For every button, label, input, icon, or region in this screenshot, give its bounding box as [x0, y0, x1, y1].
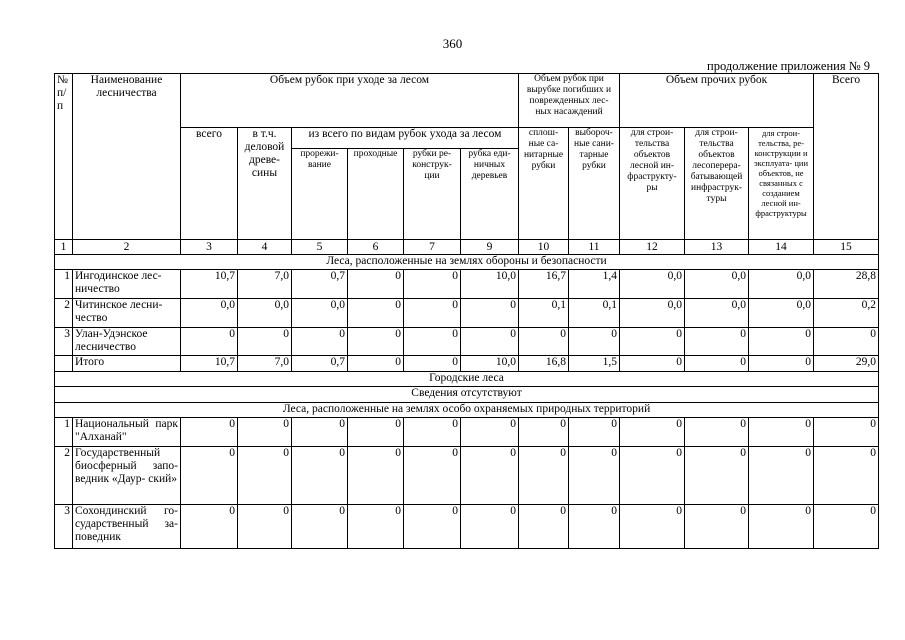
value-cell: 28,8 [814, 270, 879, 299]
value-cell: 0 [292, 328, 348, 356]
value-cell: 16,7 [519, 270, 569, 299]
value-cell: 0 [519, 505, 569, 549]
header-dead-volume: Объем рубок при вырубке погибших и поврежденных лес- ных насаждений [519, 74, 620, 128]
value-cell: 0 [404, 505, 461, 549]
table-row [55, 447, 879, 505]
column-number: 7 [404, 240, 461, 255]
table-row [55, 328, 879, 356]
forestry-name: Итого [73, 356, 181, 372]
value-cell: 0 [404, 299, 461, 328]
value-cell: 10,7 [181, 270, 238, 299]
header-thinning: прорежи- вание [292, 149, 348, 240]
value-cell: 0 [404, 418, 461, 447]
value-cell: 0 [749, 328, 814, 356]
forestry-name: Государственный биосферный запо- ведник «Даур- ский» [73, 447, 181, 505]
value-cell: 0 [685, 447, 749, 505]
column-number: 2 [73, 240, 181, 255]
page-number: 360 [442, 36, 463, 51]
value-cell: 0 [569, 447, 620, 505]
forestry-name: Читинское лесни- чество [73, 299, 181, 328]
value-cell: 0 [814, 505, 879, 549]
table-row [55, 299, 879, 328]
value-cell: 0,0 [749, 270, 814, 299]
forestry-name: Сохондинский го- сударственный за- поведник [73, 505, 181, 549]
header-clear-sanitary: сплош- ные са- нитарные рубки [519, 128, 569, 240]
value-cell: 0,1 [519, 299, 569, 328]
table-row [55, 270, 879, 299]
header-care-volume: Объем рубок при уходе за лесом [181, 74, 519, 128]
value-cell: 0 [569, 505, 620, 549]
value-cell: 0 [238, 505, 292, 549]
value-cell: 0,0 [292, 299, 348, 328]
value-cell: 0 [238, 328, 292, 356]
header-commercial: в т.ч. деловой древе- сины [238, 128, 292, 240]
value-cell: 29,0 [814, 356, 879, 372]
value-cell: 0 [404, 270, 461, 299]
value-cell: 0,2 [814, 299, 879, 328]
value-cell: 0 [685, 328, 749, 356]
column-number: 10 [519, 240, 569, 255]
header-all: всего [181, 128, 238, 240]
row-number: 2 [55, 299, 73, 328]
value-cell: 0 [814, 418, 879, 447]
section-defense: Леса, расположенные на землях обороны и безопасности [55, 255, 879, 270]
value-cell: 0,0 [620, 299, 685, 328]
row-number: 3 [55, 505, 73, 549]
value-cell: 10,0 [461, 270, 519, 299]
value-cell: 0 [348, 418, 404, 447]
value-cell: 0,1 [569, 299, 620, 328]
value-cell: 0 [749, 447, 814, 505]
value-cell: 0,7 [292, 356, 348, 372]
value-cell: 0 [404, 447, 461, 505]
value-cell: 0 [238, 447, 292, 505]
value-cell: 0 [620, 328, 685, 356]
value-cell: 0,0 [238, 299, 292, 328]
header-name: Наименование лесничества [73, 74, 181, 240]
header-no: № п/ п [55, 74, 73, 240]
value-cell: 0 [461, 505, 519, 549]
value-cell: 0,0 [181, 299, 238, 328]
table-row [55, 418, 879, 447]
row-number: 2 [55, 447, 73, 505]
value-cell: 0 [620, 505, 685, 549]
header-reconstruction: рубки ре- конструк- ции [404, 149, 461, 240]
value-cell: 0,0 [685, 270, 749, 299]
value-cell: 0 [814, 328, 879, 356]
header-selective-sanitary: выбороч- ные сани- тарные рубки [569, 128, 620, 240]
value-cell: 0 [620, 356, 685, 372]
value-cell: 0 [749, 356, 814, 372]
value-cell: 0 [569, 418, 620, 447]
value-cell: 0 [404, 328, 461, 356]
table-row [55, 356, 879, 372]
header-other-volume: Объем прочих рубок [620, 74, 814, 128]
value-cell: 0 [348, 356, 404, 372]
value-cell: 0 [461, 299, 519, 328]
value-cell: 0 [461, 328, 519, 356]
value-cell: 1,5 [569, 356, 620, 372]
section-urban: Городские леса [55, 372, 879, 387]
value-cell: 0,0 [620, 270, 685, 299]
value-cell: 0 [749, 505, 814, 549]
forestry-name: Национальный парк "Алханай" [73, 418, 181, 447]
forestry-name: Улан-Удэнское лесничество [73, 328, 181, 356]
value-cell: 0 [685, 418, 749, 447]
value-cell: 10,7 [181, 356, 238, 372]
column-number: 1 [55, 240, 73, 255]
value-cell: 10,0 [461, 356, 519, 372]
value-cell: 0 [685, 356, 749, 372]
value-cell: 0 [181, 328, 238, 356]
value-cell: 0 [620, 447, 685, 505]
column-number: 4 [238, 240, 292, 255]
continuation-note: продолжение приложения № 9 [707, 59, 870, 73]
value-cell: 0,0 [685, 299, 749, 328]
header-processing-infra: для строи- тельства объектов лесоперера- батывающей инфраструк- туры [685, 128, 749, 240]
value-cell: 0 [292, 505, 348, 549]
value-cell: 0 [461, 447, 519, 505]
header-single-trees: рубка еди- ничных деревьев [461, 149, 519, 240]
value-cell: 7,0 [238, 270, 292, 299]
header-not-related: для строи- тельства, ре- конструкции и эксплуата- ции объектов, не связанных с созданием лесной ин- фраструктуры [749, 128, 814, 240]
value-cell: 16,8 [519, 356, 569, 372]
column-numbers-row [55, 240, 879, 255]
logging-volume-table [54, 73, 879, 549]
value-cell: 1,4 [569, 270, 620, 299]
value-cell: 0 [181, 418, 238, 447]
forestry-name: Ингодинское лес- ничество [73, 270, 181, 299]
value-cell: 0 [348, 447, 404, 505]
value-cell: 0 [404, 356, 461, 372]
value-cell: 0 [348, 299, 404, 328]
value-cell: 0 [461, 418, 519, 447]
value-cell: 0,0 [749, 299, 814, 328]
column-number: 3 [181, 240, 238, 255]
column-number: 14 [749, 240, 814, 255]
value-cell: 0 [519, 418, 569, 447]
value-cell: 0 [348, 328, 404, 356]
value-cell: 0 [685, 505, 749, 549]
section-protected: Леса, расположенные на землях особо охраняемых природных территорий [55, 403, 879, 418]
section-no-info: Сведения отсутствуют [55, 387, 879, 403]
column-number: 15 [814, 240, 879, 255]
value-cell: 0 [292, 418, 348, 447]
column-number: 13 [685, 240, 749, 255]
value-cell: 0 [519, 328, 569, 356]
row-number: 1 [55, 270, 73, 299]
column-number: 5 [292, 240, 348, 255]
value-cell: 0 [181, 505, 238, 549]
value-cell: 0 [749, 418, 814, 447]
value-cell: 0 [519, 447, 569, 505]
header-forest-infra: для строи- тельства объектов лесной ин- фраструкту- ры [620, 128, 685, 240]
column-number: 11 [569, 240, 620, 255]
value-cell: 7,0 [238, 356, 292, 372]
value-cell: 0 [181, 447, 238, 505]
header-total: Всего [814, 74, 879, 240]
row-number [55, 356, 73, 372]
value-cell: 0 [292, 447, 348, 505]
column-number: 12 [620, 240, 685, 255]
table-row [55, 505, 879, 549]
row-number: 1 [55, 418, 73, 447]
value-cell: 0 [814, 447, 879, 505]
column-number: 6 [348, 240, 404, 255]
value-cell: 0 [238, 418, 292, 447]
value-cell: 0,7 [292, 270, 348, 299]
value-cell: 0 [620, 418, 685, 447]
value-cell: 0 [348, 505, 404, 549]
value-cell: 0 [348, 270, 404, 299]
header-by-type: из всего по видам рубок ухода за лесом [292, 128, 519, 149]
row-number: 3 [55, 328, 73, 356]
header-passing: проходные [348, 149, 404, 240]
value-cell: 0 [569, 328, 620, 356]
column-number: 9 [461, 240, 519, 255]
